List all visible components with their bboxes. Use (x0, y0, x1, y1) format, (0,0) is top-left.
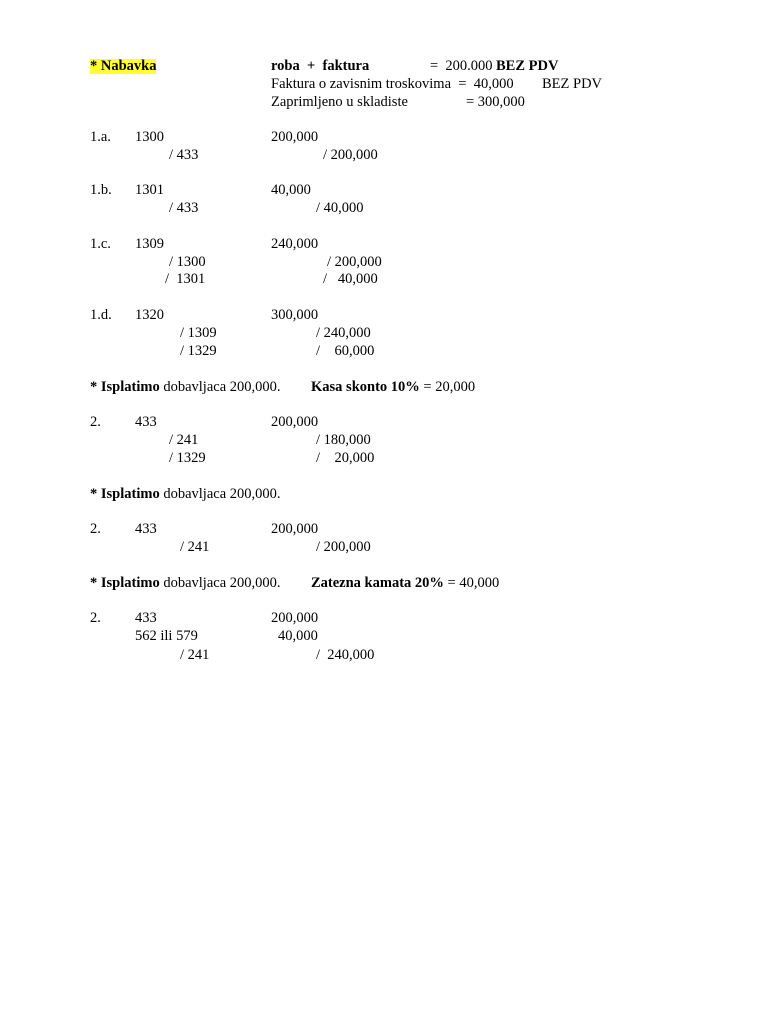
isplata-1-text: dobavljaca 200,000. (159, 379, 281, 395)
entry-1d-credit-account-2: / 1329 (180, 343, 217, 359)
kasa-skonto-value: = 20,000 (419, 379, 476, 395)
bez-pdv-plain: BEZ PDV (542, 76, 603, 92)
isplata-2-line (90, 487, 281, 502)
entry-2a-debit-account: 433 (135, 414, 157, 430)
isplata-3-text: dobavljaca 200,000. (159, 575, 281, 591)
entry-1b-credit-account: / 433 (169, 200, 199, 216)
nabavka-label: * Nabavka (90, 58, 157, 74)
entry-1a-debit-account: 1300 (135, 129, 164, 145)
entry-2b-credit-account: / 241 (180, 539, 210, 555)
entry-2b-number: 2. (90, 521, 101, 537)
entry-2a-credit-amount-2: / 20,000 (316, 450, 375, 466)
entry-1d-number: 1.d. (90, 307, 112, 323)
entry-2a-credit-amount-1: / 180,000 (316, 432, 371, 448)
zatezna-kamata-line (311, 576, 499, 591)
entry-1b-credit-amount: / 40,000 (316, 200, 364, 216)
isplata-1-label: * Isplatimo (90, 379, 160, 395)
entry-2c-debit-account-2: 562 ili 579 (135, 628, 198, 644)
entry-1a-debit-amount: 200,000 (271, 129, 319, 145)
entry-2b-debit-account: 433 (135, 521, 157, 537)
entry-2c-credit-account: / 241 (180, 647, 210, 663)
entry-1d-credit-account-1: / 1309 (180, 325, 217, 341)
entry-2c-number: 2. (90, 610, 101, 626)
entry-1c-debit-account: 1309 (135, 236, 164, 252)
entry-1a-credit-amount: / 200,000 (323, 147, 378, 163)
entry-1c-credit-amount-1: / 200,000 (327, 254, 382, 270)
entry-2a-credit-account-1: / 241 (169, 432, 199, 448)
entry-1b-number: 1.b. (90, 182, 112, 198)
zaprimljeno-amount: = 300,000 (466, 94, 525, 110)
entry-1c-credit-account-2: / 1301 (165, 271, 206, 287)
entry-2b-debit-amount: 200,000 (271, 521, 319, 537)
roba-faktura-label: roba + faktura (271, 58, 370, 74)
entry-2a-debit-amount: 200,000 (271, 414, 319, 430)
entry-1d-credit-amount-1: / 240,000 (316, 325, 371, 341)
isplata-3-line (90, 576, 281, 591)
entry-2b-credit-amount: / 200,000 (316, 539, 371, 555)
zatezna-kamata-label: Zatezna kamata 20% (311, 575, 444, 591)
isplata-1-line (90, 380, 281, 395)
entry-1d-credit-amount-2: / 60,000 (316, 343, 375, 359)
isplata-3-label: * Isplatimo (90, 575, 160, 591)
entry-2a-number: 2. (90, 414, 101, 430)
entry-1b-debit-amount: 40,000 (271, 182, 311, 198)
entry-1d-debit-account: 1320 (135, 307, 164, 323)
kasa-skonto-line (311, 380, 475, 395)
entry-2a-credit-account-2: / 1329 (169, 450, 206, 466)
zaprimljeno-label: Zaprimljeno u skladiste (271, 94, 408, 110)
isplata-2-text: dobavljaca 200,000. (159, 486, 281, 502)
entry-2c-debit-account-1: 433 (135, 610, 157, 626)
entry-1d-debit-amount: 300,000 (271, 307, 319, 323)
entry-1c-debit-amount: 240,000 (271, 236, 319, 252)
bez-pdv-bold: BEZ PDV (496, 58, 559, 74)
entry-1c-credit-account-1: / 1300 (169, 254, 206, 270)
entry-2c-debit-amount-2: 40,000 (278, 628, 318, 644)
roba-faktura-amount: = 200.000 (430, 58, 493, 74)
entry-2c-debit-amount-1: 200,000 (271, 610, 319, 626)
entry-1a-number: 1.a. (90, 129, 111, 145)
isplata-2-label: * Isplatimo (90, 486, 160, 502)
entry-1a-credit-account: / 433 (169, 147, 199, 163)
kasa-skonto-label: Kasa skonto 10% (311, 379, 420, 395)
entry-1c-number: 1.c. (90, 236, 111, 252)
entry-1c-credit-amount-2: / 40,000 (323, 271, 378, 287)
entry-2c-credit-amount: / 240,000 (316, 647, 375, 663)
zatezna-kamata-value: = 40,000 (443, 575, 500, 591)
faktura-troskovi-line: Faktura o zavisnim troskovima = 40,000 (271, 76, 514, 92)
entry-1b-debit-account: 1301 (135, 182, 164, 198)
